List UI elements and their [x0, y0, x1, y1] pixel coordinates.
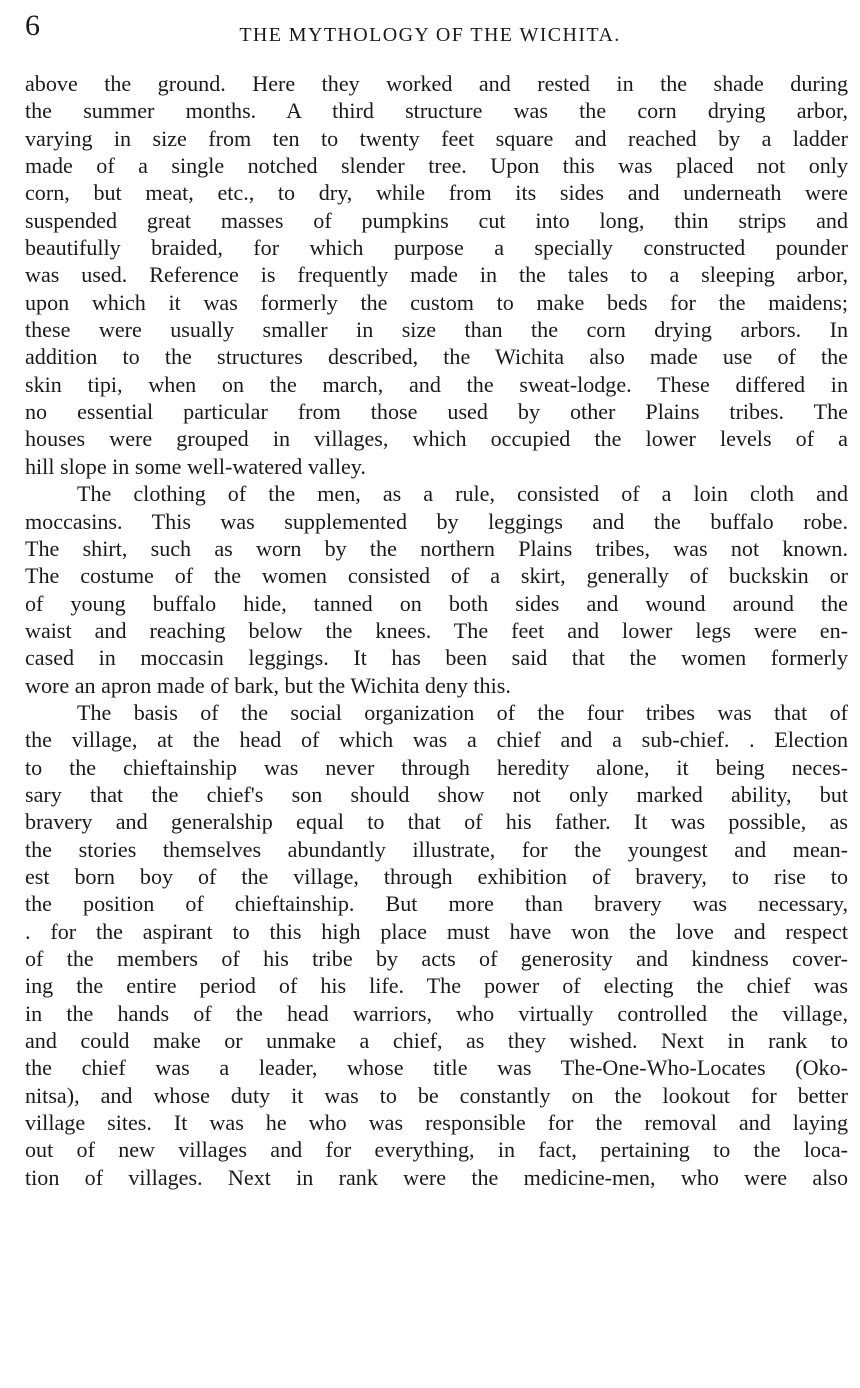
text-line: est born boy of the village, through exhibition of bravery, to rise to: [25, 863, 848, 889]
text-line: tion of villages. Next in rank were the medicine-men, who were also: [25, 1164, 848, 1190]
text-line: hill slope in some well-watered valley.: [25, 453, 366, 479]
text-line: houses were grouped in villages, which occupied the lower levels of a: [25, 426, 848, 452]
text-line: the summer months. A third structure was the corn drying arbor,: [25, 98, 848, 124]
text-line: the village, at the head of which was a chief and a sub-chief. . Election: [25, 727, 848, 753]
text-line: to the chieftainship was never through heredity alone, it being neces-: [25, 754, 848, 780]
text-line: moccasins. This was supplemented by leggings and the buffalo robe.: [25, 508, 848, 534]
text-line: skin tipi, when on the march, and the sweat-lodge. These differed in: [25, 371, 848, 397]
text-line: the position of chieftainship. But more than bravery was necessary,: [25, 891, 848, 917]
text-line: beautifully braided, for which purpose a specially constructed pounder: [25, 235, 848, 261]
text-line: The clothing of the men, as a rule, consisted of a loin cloth and: [77, 481, 848, 507]
text-line: these were usually smaller in size than the corn drying arbors. In: [25, 317, 848, 343]
text-line: above the ground. Here they worked and rested in the shade during: [25, 71, 848, 96]
text-line: varying in size from ten to twenty feet square and reached by a ladder: [25, 125, 848, 151]
text-line: no essential particular from those used by other Plains tribes. The: [25, 399, 848, 425]
text-line: The shirt, such as worn by the northern Plains tribes, was not known.: [25, 535, 848, 561]
text-line: wore an apron made of bark, but the Wichita deny this.: [25, 672, 511, 698]
text-line: of the members of his tribe by acts of generosity and kindness cover-: [25, 946, 848, 971]
text-line: nitsa), and whose duty it was to be constantly on the lookout for better: [25, 1082, 848, 1108]
text-line: the chief was a leader, whose title was The-One-Who-Locates (Oko-: [25, 1055, 848, 1081]
text-line: out of new villages and for everything, in fact, pertaining to the loca-: [25, 1137, 848, 1163]
text-line: bravery and generalship equal to that of his father. It was possible, as: [25, 809, 848, 835]
page-header: [0, 0, 860, 60]
text-line: in the hands of the head warriors, who virtually controlled the village,: [25, 1000, 848, 1026]
text-line: corn, but meat, etc., to dry, while from its sides and underneath were: [25, 180, 848, 206]
text-line: was used. Reference is frequently made in the tales to a sleeping arbor,: [25, 262, 848, 288]
text-line: . for the aspirant to this high place must have won the love and respect: [25, 918, 848, 944]
text-line: suspended great masses of pumpkins cut into long, thin strips and: [25, 207, 848, 233]
text-line: cased in moccasin leggings. It has been said that the women formerly: [25, 645, 848, 671]
page-number: 6: [25, 9, 40, 42]
running-title: THE MYTHOLOGY OF THE WICHITA.: [239, 24, 621, 46]
text-line: ing the entire period of his life. The power of electing the chief was: [25, 973, 848, 999]
text-line: The basis of the social organization of the four tribes was that of: [77, 699, 848, 725]
text-line: The costume of the women consisted of a skirt, generally of buckskin or: [25, 563, 848, 589]
text-line: addition to the structures described, the Wichita also made use of the: [25, 344, 848, 370]
body-text: [25, 70, 848, 1191]
text-line: village sites. It was he who was responsible for the removal and laying: [25, 1110, 848, 1136]
text-line: the stories themselves abundantly illustrate, for the youngest and mean-: [25, 836, 848, 862]
text-line: sary that the chief's son should show not only marked ability, but: [25, 781, 848, 807]
text-line: and could make or unmake a chief, as they wished. Next in rank to: [25, 1028, 848, 1054]
text-line: upon which it was formerly the custom to make beds for the maidens;: [25, 289, 848, 315]
text-line: of young buffalo hide, tanned on both sides and wound around the: [25, 590, 848, 616]
text-line: made of a single notched slender tree. Upon this was placed not only: [25, 153, 848, 179]
text-line: waist and reaching below the knees. The feet and lower legs were en-: [25, 617, 848, 643]
